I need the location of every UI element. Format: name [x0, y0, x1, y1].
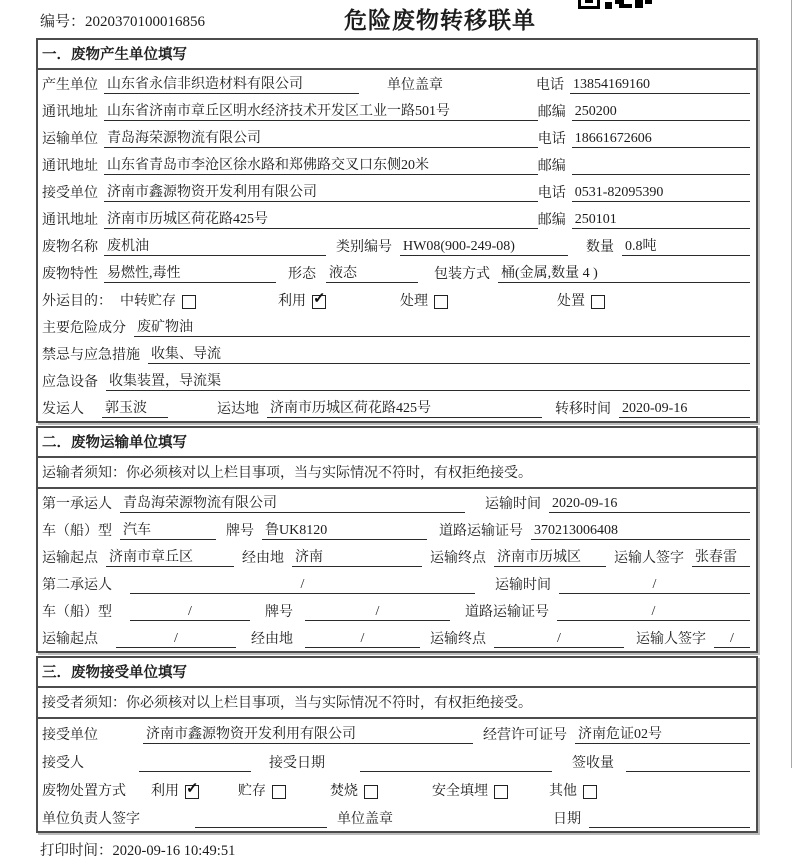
end1-label: 运输终点 — [430, 550, 486, 566]
transport-unit-label: 运输单位 — [42, 131, 98, 147]
date-value — [589, 827, 750, 828]
shipper-label: 发运人 — [42, 401, 84, 417]
disposal-incinerate-option — [330, 784, 378, 800]
origin2-label: 运输起点 — [42, 631, 98, 647]
quantity-value: 0.8吨 — [622, 239, 750, 256]
sign1-value: 张春雷 — [692, 550, 750, 567]
row-vehicle-2 — [38, 597, 756, 624]
page-edge-line — [791, 0, 792, 768]
taboo-value: 收集、导流 — [148, 347, 750, 364]
received-amount-value — [626, 771, 750, 772]
date-label: 日期 — [553, 811, 581, 827]
row-disposal-method — [38, 775, 756, 803]
disposal-other-option — [549, 784, 597, 800]
license2-label: 道路运输证号 — [465, 604, 549, 620]
waste-name-label: 废物名称 — [42, 239, 98, 255]
destination-value: 济南市历城区荷花路425号 — [267, 401, 542, 418]
sign2-label: 运输人签字 — [636, 631, 706, 647]
receiving-unit-value: 济南市鑫源物资开发利用有限公司 — [143, 727, 473, 744]
purpose-utilize-option — [278, 294, 326, 310]
origin2-value: / — [116, 631, 236, 648]
taboo-label: 禁忌与应急措施 — [42, 347, 140, 363]
disposal-landfill-checkbox — [494, 785, 508, 799]
waste-property-value: 易燃性,毒性 — [104, 266, 276, 283]
row-route-2 — [38, 624, 756, 651]
equipment-value: 收集装置，导流渠 — [106, 374, 750, 391]
disposal-utilize-label: 利用 — [151, 783, 179, 799]
row-emergency-equipment — [38, 367, 756, 394]
disposal-storage-checkbox — [272, 785, 286, 799]
plate1-value: 鲁UK8120 — [262, 523, 427, 540]
row-vehicle-1 — [38, 516, 756, 543]
row-hazard-component — [38, 313, 756, 340]
disposal-storage-option — [238, 784, 286, 800]
section-receiver — [36, 656, 758, 833]
plate2-value: / — [305, 604, 450, 621]
waste-name-value: 废机油 — [104, 239, 326, 256]
row-produce-unit — [38, 70, 756, 97]
purpose-utilize-label: 利用 — [278, 293, 306, 309]
purpose-dispose-label: 处置 — [557, 293, 585, 309]
zip3-value: 250101 — [572, 212, 750, 229]
end2-value: / — [494, 631, 624, 648]
doc-number-value: 2020370100016856 — [85, 14, 206, 30]
row-receive-unit — [38, 178, 756, 205]
plate2-label: 牌号 — [265, 604, 293, 620]
address2-value: 山东省青岛市李沧区徐水路和郑佛路交叉口东侧20米 — [104, 158, 538, 175]
sign2-value: / — [714, 631, 750, 648]
time1-value: 2020-09-16 — [549, 496, 750, 513]
via1-label: 经由地 — [242, 550, 284, 566]
print-time-value: 2020-09-16 10:49:51 — [112, 843, 236, 859]
disposal-incinerate-checkbox — [364, 785, 378, 799]
plate1-label: 牌号 — [226, 523, 254, 539]
section-producer-title: 一．废物产生单位填写 — [38, 40, 756, 70]
disposal-utilize-option — [151, 784, 199, 800]
row-receiver-address — [38, 205, 756, 232]
vehicle2-label: 车（船）型 — [42, 604, 112, 620]
purpose-transfer-storage-option — [120, 294, 196, 310]
row-receiving-unit — [38, 719, 756, 747]
phone2-label: 电话 — [537, 131, 566, 147]
time1-label: 运输时间 — [485, 496, 541, 512]
print-time-label: 打印时间： — [40, 843, 113, 859]
waste-property-label: 废物特性 — [42, 266, 98, 282]
category-code-value: HW08(900-249-08) — [400, 239, 568, 256]
end1-value: 济南市历城区 — [494, 550, 606, 567]
transfer-time-label: 转移时间 — [555, 401, 611, 417]
section-transporter-title: 二．废物运输单位填写 — [38, 428, 756, 458]
row-transport-unit — [38, 124, 756, 151]
purpose-utilize-checkbox — [312, 295, 326, 309]
zip2-value — [572, 174, 750, 175]
quantity-label: 数量 — [586, 239, 614, 255]
carrier1-value: 青岛海荣源物流有限公司 — [120, 496, 465, 513]
zip1-value: 250200 — [572, 104, 750, 121]
transport-unit-value: 青岛海荣源物流有限公司 — [104, 131, 538, 148]
hazard-label: 主要危险成分 — [42, 320, 126, 336]
via2-label: 经由地 — [251, 631, 293, 647]
disposal-method-label: 废物处置方式 — [42, 783, 126, 799]
produce-unit-label: 产生单位 — [42, 77, 98, 93]
row-transporter-address — [38, 151, 756, 178]
phone3-value: 0531-82095390 — [572, 185, 750, 202]
responsible-sign-value — [195, 827, 327, 828]
produce-unit-value: 山东省永信非织造材料有限公司 — [104, 77, 359, 94]
purpose-label: 外运目的： — [42, 293, 112, 309]
receive-unit-label: 接受单位 — [42, 185, 98, 201]
vehicle1-value: 汽车 — [120, 523, 216, 540]
packaging-value: 桶(金属,数量 4 ) — [498, 266, 750, 283]
form-label: 形态 — [288, 266, 316, 282]
section-transporter — [36, 426, 758, 653]
license2-value: / — [557, 604, 750, 621]
section-receiver-title: 三．废物接受单位填写 — [38, 658, 756, 688]
disposal-other-label: 其他 — [549, 783, 577, 799]
hazard-value: 废矿物油 — [134, 320, 750, 337]
receiver-label: 接受人 — [42, 755, 84, 771]
disposal-storage-label: 贮存 — [238, 783, 266, 799]
address1-value: 山东省济南市章丘区明水经济技术开发区工业一路501号 — [104, 104, 538, 121]
shipper-value: 郭玉波 — [102, 401, 168, 418]
purpose-treat-label: 处理 — [400, 293, 428, 309]
row-producer-address — [38, 97, 756, 124]
time2-value: / — [559, 577, 750, 594]
purpose-transfer-storage-label: 中转贮存 — [120, 293, 176, 309]
receiver-seal-label: 单位盖章 — [337, 811, 393, 827]
row-first-carrier — [38, 489, 756, 516]
address1-label: 通讯地址 — [42, 104, 98, 120]
row-receiver-person — [38, 747, 756, 775]
disposal-landfill-label: 安全填埋 — [432, 783, 488, 799]
license1-value: 370213006408 — [531, 523, 750, 540]
row-transfer-purpose — [38, 286, 756, 313]
receive-date-value — [360, 771, 552, 772]
page-title: 危险废物转移联单 — [344, 8, 536, 33]
origin1-value: 济南市章丘区 — [106, 550, 234, 567]
sign1-label: 运输人签字 — [614, 550, 684, 566]
phone1-label: 电话 — [536, 77, 564, 93]
via2-value: / — [305, 631, 420, 648]
origin1-label: 运输起点 — [42, 550, 98, 566]
disposal-utilize-checkbox — [185, 785, 199, 799]
vehicle2-value: / — [130, 604, 250, 621]
unit-seal-label: 单位盖章 — [387, 77, 443, 93]
purpose-treat-checkbox — [434, 295, 448, 309]
packaging-label: 包装方式 — [434, 266, 490, 282]
zip3-label: 邮编 — [537, 212, 566, 228]
carrier2-label: 第二承运人 — [42, 577, 112, 593]
category-code-label: 类别编号 — [336, 239, 392, 255]
receive-unit-value: 济南市鑫源物资开发利用有限公司 — [104, 185, 538, 202]
equipment-label: 应急设备 — [42, 374, 98, 390]
row-waste-property — [38, 259, 756, 286]
purpose-transfer-storage-checkbox — [182, 295, 196, 309]
receiver-value — [139, 771, 251, 772]
disposal-incinerate-label: 焚烧 — [330, 783, 358, 799]
zip1-label: 邮编 — [537, 104, 566, 120]
row-waste-name — [38, 232, 756, 259]
address3-label: 通讯地址 — [42, 212, 98, 228]
row-shipper — [38, 394, 756, 421]
disposal-landfill-option — [432, 784, 508, 800]
section-producer — [36, 38, 758, 423]
phone3-label: 电话 — [537, 185, 566, 201]
receiving-unit-label: 接受单位 — [42, 727, 98, 743]
transfer-time-value: 2020-09-16 — [619, 401, 750, 418]
carrier2-value: / — [130, 577, 475, 594]
zip2-label: 邮编 — [537, 158, 566, 174]
received-amount-label: 签收量 — [572, 755, 614, 771]
form-value: 液态 — [326, 266, 418, 283]
address3-value: 济南市历城区荷花路425号 — [104, 212, 538, 229]
doc-header — [36, 0, 758, 38]
print-time — [36, 839, 758, 860]
purpose-dispose-option — [557, 294, 605, 310]
operating-license-label: 经营许可证号 — [483, 727, 567, 743]
destination-label: 运达地 — [217, 401, 259, 417]
end2-label: 运输终点 — [430, 631, 486, 647]
purpose-treat-option — [400, 294, 448, 310]
responsible-sign-label: 单位负责人签字 — [42, 811, 140, 827]
transporter-notice: 运输者须知：你必须核对以上栏目事项，当与实际情况不符时，有权拒绝接受。 — [38, 458, 756, 489]
row-route-1 — [38, 543, 756, 570]
license1-label: 道路运输证号 — [439, 523, 523, 539]
row-second-carrier — [38, 570, 756, 597]
doc-number — [40, 10, 205, 31]
vehicle1-label: 车（船）型 — [42, 523, 112, 539]
time2-label: 运输时间 — [495, 577, 551, 593]
via1-value: 济南 — [292, 550, 422, 567]
doc-number-label: 编号： — [40, 14, 86, 30]
phone1-value: 13854169160 — [570, 77, 750, 94]
receive-date-label: 接受日期 — [269, 755, 325, 771]
address2-label: 通讯地址 — [42, 158, 98, 174]
purpose-dispose-checkbox — [591, 295, 605, 309]
row-responsible-signature — [38, 803, 756, 831]
operating-license-value: 济南危证02号 — [575, 727, 750, 744]
carrier1-label: 第一承运人 — [42, 496, 112, 512]
phone2-value: 18661672606 — [572, 131, 750, 148]
disposal-other-checkbox — [583, 785, 597, 799]
row-taboo-measures — [38, 340, 756, 367]
receiver-notice: 接受者须知：你必须核对以上栏目事项，当与实际情况不符时，有权拒绝接受。 — [38, 688, 756, 719]
